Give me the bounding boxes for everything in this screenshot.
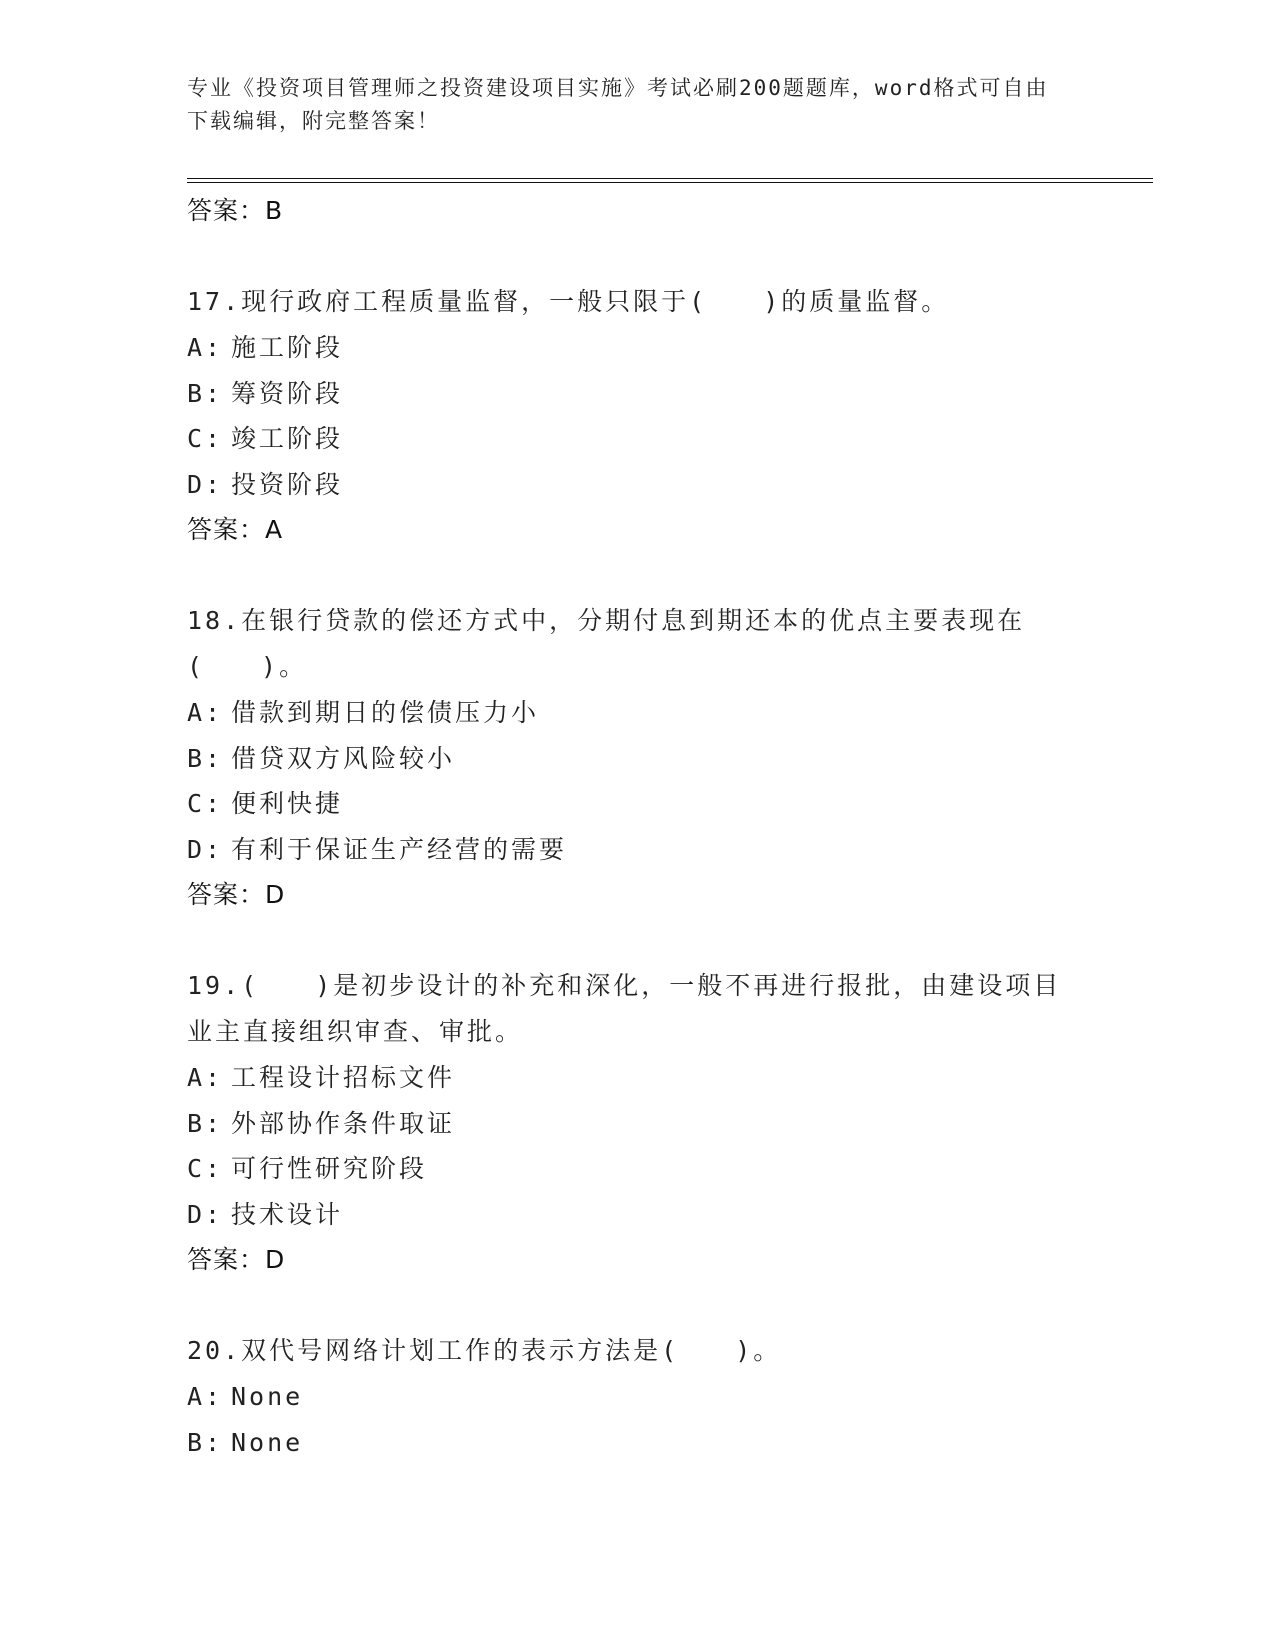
option-key: D: <box>187 469 224 499</box>
option-b <box>187 1101 1067 1147</box>
option-key: C: <box>187 424 224 453</box>
option-a <box>187 1374 1067 1420</box>
option-text: 可行性研究阶段 <box>231 1154 428 1183</box>
option-b <box>187 1420 1067 1466</box>
header-divider <box>187 178 1153 183</box>
option-key: A: <box>187 333 224 362</box>
option-text: 施工阶段 <box>231 333 344 362</box>
option-key: A: <box>187 1382 224 1411</box>
answer-line: 答案：D <box>187 1245 286 1274</box>
question-stem: 20.双代号网络计划工作的表示方法是( )。 <box>187 1336 782 1365</box>
option-text: None <box>231 1382 304 1411</box>
option-key: D: <box>187 1199 224 1229</box>
answer-line: 答案：B <box>187 196 284 225</box>
option-text: 筹资阶段 <box>231 378 344 408</box>
option-d <box>187 827 1067 873</box>
option-c <box>187 1146 1067 1192</box>
option-text: 借款到期日的偿债压力小 <box>231 698 540 727</box>
question-list <box>187 188 1067 1465</box>
question-18 <box>187 598 1067 917</box>
option-text: 借贷双方风险较小 <box>231 743 456 773</box>
option-b <box>187 371 1067 417</box>
option-key: A: <box>187 698 224 727</box>
option-c <box>187 416 1067 462</box>
option-c <box>187 781 1067 827</box>
option-a <box>187 325 1067 371</box>
option-text: None <box>231 1427 304 1457</box>
option-text: 有利于保证生产经营的需要 <box>231 834 568 864</box>
option-key: B: <box>187 1108 224 1138</box>
option-b <box>187 736 1067 782</box>
question-20 <box>187 1328 1067 1465</box>
option-key: A: <box>187 1063 224 1092</box>
question-17 <box>187 279 1067 552</box>
question-19 <box>187 963 1067 1282</box>
option-d <box>187 462 1067 508</box>
question-stem: 17.现行政府工程质量监督，一般只限于( )的质量监督。 <box>187 287 950 316</box>
answer-line: 答案：A <box>187 515 284 544</box>
answer-line: 答案：D <box>187 880 286 909</box>
question-stem: 19.( )是初步设计的补充和深化，一般不再进行报批，由建设项目业主直接组织审查、审批。 <box>187 971 1062 1046</box>
option-d <box>187 1192 1067 1238</box>
option-text: 工程设计招标文件 <box>231 1063 456 1092</box>
option-text: 投资阶段 <box>231 469 344 499</box>
option-key: D: <box>187 834 224 864</box>
option-text: 竣工阶段 <box>231 424 344 453</box>
option-key: B: <box>187 378 224 408</box>
option-key: C: <box>187 1154 224 1183</box>
document-header: 专业《投资项目管理师之投资建设项目实施》考试必刷200题题库，word格式可自由下载编辑，附完整答案！ <box>187 76 1049 133</box>
option-text: 便利快捷 <box>231 789 344 818</box>
option-a <box>187 690 1067 736</box>
option-text: 技术设计 <box>231 1199 344 1229</box>
option-text: 外部协作条件取证 <box>231 1108 456 1138</box>
option-a <box>187 1055 1067 1101</box>
option-key: B: <box>187 743 224 773</box>
option-key: C: <box>187 789 224 818</box>
option-key: B: <box>187 1427 224 1457</box>
question-stem: 18.在银行贷款的偿还方式中，分期付息到期还本的优点主要表现在( )。 <box>187 606 1026 681</box>
